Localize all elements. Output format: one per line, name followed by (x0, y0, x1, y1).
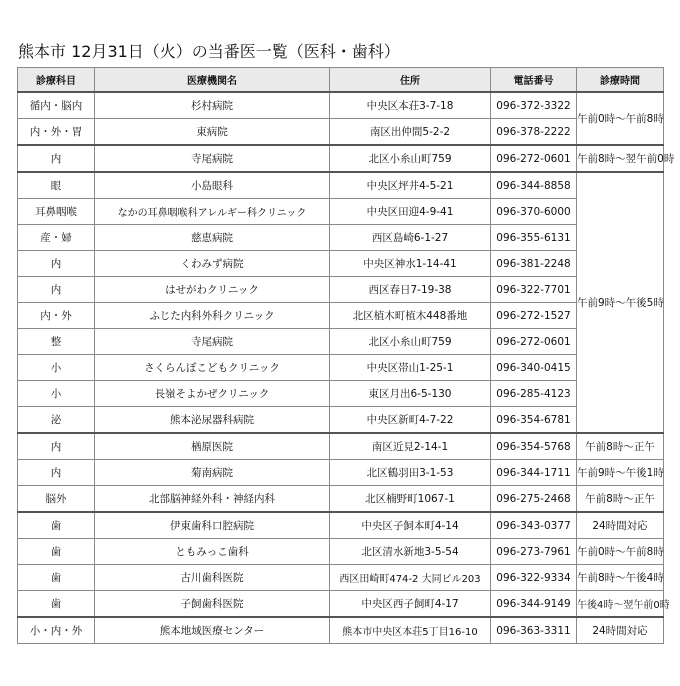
dept-cell: 泌 (18, 407, 95, 434)
hours-cell: 24時間対応 (577, 512, 664, 539)
table-row (18, 381, 664, 407)
header-name: 医療機関名 (95, 68, 330, 93)
table-row (18, 225, 664, 251)
dept-cell: 内 (18, 433, 95, 460)
dept-cell: 内 (18, 277, 95, 303)
address-cell: 北区鶴羽田3-1-53 (330, 460, 491, 486)
clinic-name-cell: 寺尾病院 (95, 145, 330, 172)
address-cell: 中央区帯山1-25-1 (330, 355, 491, 381)
dept-cell: 産・婦 (18, 225, 95, 251)
clinic-name-cell: 慈恵病院 (95, 225, 330, 251)
address-cell: 中央区神水1-14-41 (330, 251, 491, 277)
address-cell: 西区田崎町474-2 大同ビル203 (330, 565, 491, 591)
phone-cell: 096-344-1711 (491, 460, 577, 486)
table-row (18, 539, 664, 565)
dept-cell: 歯 (18, 565, 95, 591)
phone-cell: 096-322-7701 (491, 277, 577, 303)
address-cell: 熊本市中央区本荘5丁目16-10 (330, 617, 491, 644)
dept-cell: 小 (18, 381, 95, 407)
dept-cell: 循内・脳内 (18, 92, 95, 119)
phone-cell: 096-370-6000 (491, 199, 577, 225)
dept-cell: 眼 (18, 172, 95, 199)
phone-cell: 096-378-2222 (491, 119, 577, 146)
address-cell: 東区月出6-5-130 (330, 381, 491, 407)
phone-cell: 096-322-9334 (491, 565, 577, 591)
address-cell: 西区春日7-19-38 (330, 277, 491, 303)
table-row (18, 617, 664, 644)
phone-cell: 096-272-0601 (491, 329, 577, 355)
clinic-name-cell: 寺尾病院 (95, 329, 330, 355)
address-cell: 北区小糸山町759 (330, 145, 491, 172)
phone-cell: 096-343-0377 (491, 512, 577, 539)
address-cell: 南区近見2-14-1 (330, 433, 491, 460)
clinic-name-cell: くわみず病院 (95, 251, 330, 277)
table-row (18, 172, 664, 199)
page-title: 熊本市 12月31日（火）の当番医一覧（医科・歯科） (18, 42, 400, 61)
clinic-name-cell: 杉村病院 (95, 92, 330, 119)
hours-cell: 午後4時～翌午前0時 (577, 591, 664, 618)
table-row (18, 329, 664, 355)
table-row (18, 92, 664, 119)
dept-cell: 小・内・外 (18, 617, 95, 644)
address-cell: 中央区本荘3-7-18 (330, 92, 491, 119)
address-cell: 中央区新町4-7-22 (330, 407, 491, 434)
address-cell: 中央区坪井4-5-21 (330, 172, 491, 199)
dept-cell: 歯 (18, 539, 95, 565)
phone-cell: 096-381-2248 (491, 251, 577, 277)
header-dept: 診療科目 (18, 68, 95, 93)
table-row (18, 591, 664, 618)
phone-cell: 096-355-6131 (491, 225, 577, 251)
clinic-name-cell: 熊本地域医療センター (95, 617, 330, 644)
phone-cell: 096-354-5768 (491, 433, 577, 460)
dept-cell: 内・外 (18, 303, 95, 329)
header-phone: 電話番号 (491, 68, 577, 93)
clinic-name-cell: ふじた内科外科クリニック (95, 303, 330, 329)
dept-cell: 脳外 (18, 486, 95, 513)
clinic-name-cell: 東病院 (95, 119, 330, 146)
phone-cell: 096-272-0601 (491, 145, 577, 172)
clinic-name-cell: 菊南病院 (95, 460, 330, 486)
table-row (18, 303, 664, 329)
dept-cell: 内 (18, 251, 95, 277)
address-cell: 北区小糸山町759 (330, 329, 491, 355)
phone-cell: 096-344-8858 (491, 172, 577, 199)
header-address: 住所 (330, 68, 491, 93)
hours-cell: 午前8時～正午 (577, 486, 664, 513)
clinic-name-cell: 子飼歯科医院 (95, 591, 330, 618)
table-header-row (18, 68, 664, 93)
clinic-name-cell: はせがわクリニック (95, 277, 330, 303)
table-row (18, 565, 664, 591)
phone-cell: 096-275-2468 (491, 486, 577, 513)
dept-cell: 耳鼻咽喉 (18, 199, 95, 225)
phone-cell: 096-354-6781 (491, 407, 577, 434)
duty-doctor-table (17, 67, 675, 644)
hours-cell: 午前0時～午前8時 (577, 92, 664, 145)
phone-cell: 096-372-3322 (491, 92, 577, 119)
hours-cell: 午前8時～正午 (577, 433, 664, 460)
table-row (18, 512, 664, 539)
phone-cell: 096-273-7961 (491, 539, 577, 565)
phone-cell: 096-344-9149 (491, 591, 577, 618)
table-row (18, 199, 664, 225)
table-row (18, 277, 664, 303)
clinic-name-cell: なかの耳鼻咽喉科アレルギー科クリニック (95, 199, 330, 225)
clinic-name-cell: 小島眼科 (95, 172, 330, 199)
phone-cell: 096-285-4123 (491, 381, 577, 407)
clinic-name-cell: 長嶺そよかぜクリニック (95, 381, 330, 407)
phone-cell: 096-340-0415 (491, 355, 577, 381)
hours-cell: 午前9時～午後1時 (577, 460, 664, 486)
table-row (18, 119, 664, 146)
address-cell: 中央区西子飼町4-17 (330, 591, 491, 618)
table-row (18, 486, 664, 513)
table-row (18, 251, 664, 277)
clinic-name-cell: 北部脳神経外科・神経内科 (95, 486, 330, 513)
address-cell: 中央区子飼本町4-14 (330, 512, 491, 539)
table-row (18, 407, 664, 434)
table-row (18, 460, 664, 486)
table-row (18, 355, 664, 381)
dept-cell: 歯 (18, 591, 95, 618)
dept-cell: 内 (18, 145, 95, 172)
header-hours: 診療時間 (577, 68, 664, 93)
phone-cell: 096-363-3311 (491, 617, 577, 644)
address-cell: 北区植木町植木448番地 (330, 303, 491, 329)
address-cell: 北区清水新地3-5-54 (330, 539, 491, 565)
address-cell: 中央区田迎4-9-41 (330, 199, 491, 225)
phone-cell: 096-272-1527 (491, 303, 577, 329)
hours-cell: 午前8時～翌午前0時 (577, 145, 664, 172)
clinic-name-cell: 楢原医院 (95, 433, 330, 460)
hours-cell: 24時間対応 (577, 617, 664, 644)
clinic-name-cell: さくらんぼこどもクリニック (95, 355, 330, 381)
clinic-name-cell: 熊本泌尿器科病院 (95, 407, 330, 434)
dept-cell: 歯 (18, 512, 95, 539)
address-cell: 北区楠野町1067-1 (330, 486, 491, 513)
clinic-name-cell: 伊東歯科口腔病院 (95, 512, 330, 539)
hours-cell: 午前8時～午後4時 (577, 565, 664, 591)
dept-cell: 整 (18, 329, 95, 355)
address-cell: 南区出仲間5-2-2 (330, 119, 491, 146)
hours-cell: 午前9時～午後5時 (577, 172, 664, 433)
dept-cell: 内・外・胃 (18, 119, 95, 146)
table-row (18, 433, 664, 460)
hours-cell: 午前0時～午前8時 (577, 539, 664, 565)
clinic-name-cell: ともみっこ歯科 (95, 539, 330, 565)
table-row (18, 145, 664, 172)
dept-cell: 小 (18, 355, 95, 381)
clinic-name-cell: 古川歯科医院 (95, 565, 330, 591)
dept-cell: 内 (18, 460, 95, 486)
address-cell: 西区島崎6-1-27 (330, 225, 491, 251)
